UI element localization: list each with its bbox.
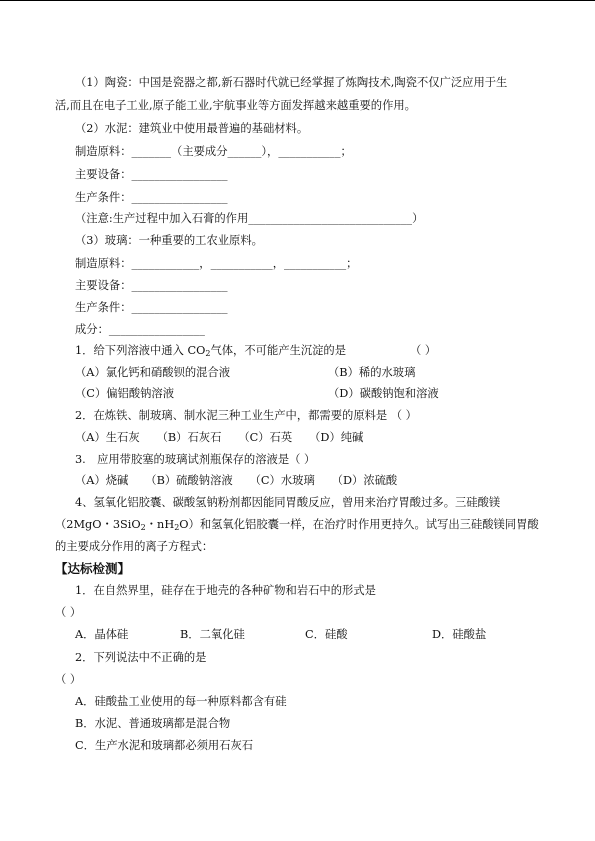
q1-option-c: （C）偏铝酸钠溶液 [75,387,175,400]
t1-option-c: C．硅酸 [305,628,348,641]
q1-stem-subscript: 2 [205,349,211,358]
question-4-line-3: 的主要成分作用的离子方程式： [55,540,214,553]
q4-formula-b: ・nH [145,518,175,531]
question-4-line-2 [55,518,539,532]
t2-option-b: B．水泥、普通玻璃都是混合物 [75,717,231,730]
q1-option-d: （D）碳酸钠饱和溶液 [328,387,439,400]
glass-composition: 成分：_________________ [75,323,205,336]
q4-line-2-rest: O）和氢氧化铝胶囊一样，在治疗时作用更持久。试写出三硅酸镁同胃酸 [179,518,539,531]
glass-heading: （3）玻璃：一种重要的工农业原料。 [75,234,263,247]
ceramics-line-2: 活,而且在电子工业,原子能工业,宇航事业等方面发挥越来越重要的作用。 [55,99,416,112]
glass-equipment: 主要设备：_________________ [75,279,228,292]
cement-equipment: 主要设备：_________________ [75,168,228,181]
cement-raw-materials: 制造原料：_______（主要成分______），___________； [75,145,352,158]
q4-formula-a: （2MgO・3SiO [55,518,141,531]
cement-note: （注意:生产过程中加入石膏的作用_____________________________） [75,212,424,225]
t2-option-a: A．硅酸盐工业使用的每一种原料都含有硅 [75,695,287,708]
glass-raw-materials: 制造原料：____________，___________，___________； [75,257,358,270]
q2-options: （A）生石灰 （B）石灰石 （C）石英 （D）纯碱 [75,431,364,444]
q1-stem-part-b: 气体，不可能产生沉淀的是 [210,344,347,357]
test-1-stem: 1．在自然界里，硅存在于地壳的各种矿物和岩石中的形式是 [75,584,376,597]
q3-options: （A）烧碱 （B）硫酸钠溶液 （C）水玻璃 （D）浓硫酸 [75,474,398,487]
t1-option-b: B．二氧化硅 [180,628,245,641]
section-title: 【达标检测】 [55,561,131,576]
test-2-stem: 2．下列说法中不正确的是 [75,651,207,664]
q1-option-b: （B）稀的水玻璃 [328,366,416,379]
q1-option-a: （A）氯化钙和硝酸钡的混合液 [75,366,231,379]
t1-option-a: A．晶体硅 [75,628,129,641]
q1-stem-part-a: 1．给下列溶液中通入 CO [75,344,206,357]
t2-option-c: C．生产水泥和玻璃都必须用石灰石 [75,739,254,752]
t1-option-d: D．硅酸盐 [432,628,487,641]
test-2-answer-paren: （ ） [55,673,82,686]
question-3-stem: 3. 应用带胶塞的玻璃试剂瓶保存的溶液是（ ） [75,453,316,466]
question-1-stem [75,344,346,358]
q1-answer-paren: （ ） [410,344,437,357]
cement-heading: （2）水泥：建筑业中使用最普遍的基础材料。 [75,122,309,135]
q4-formula-sub-2: 2 [174,523,180,532]
q4-formula-sub-1: 2 [140,523,146,532]
ceramics-line-1: （1）陶瓷：中国是瓷器之都,新石器时代就已经掌握了炼陶技术,陶瓷不仅广泛应用于生 [75,76,508,89]
cement-conditions: 生产条件：_________________ [75,191,228,204]
question-4-line-1: 4、氢氧化铝胶囊、碳酸氢钠粉剂都因能同胃酸反应，曾用来治疗胃酸过多。三硅酸镁 [75,496,501,509]
question-2-stem: 2．在炼铁、制玻璃、制水泥三种工业生产中，都需要的原料是 （ ） [75,409,417,422]
glass-conditions: 生产条件：_________________ [75,301,228,314]
test-1-answer-paren: （ ） [55,606,82,619]
